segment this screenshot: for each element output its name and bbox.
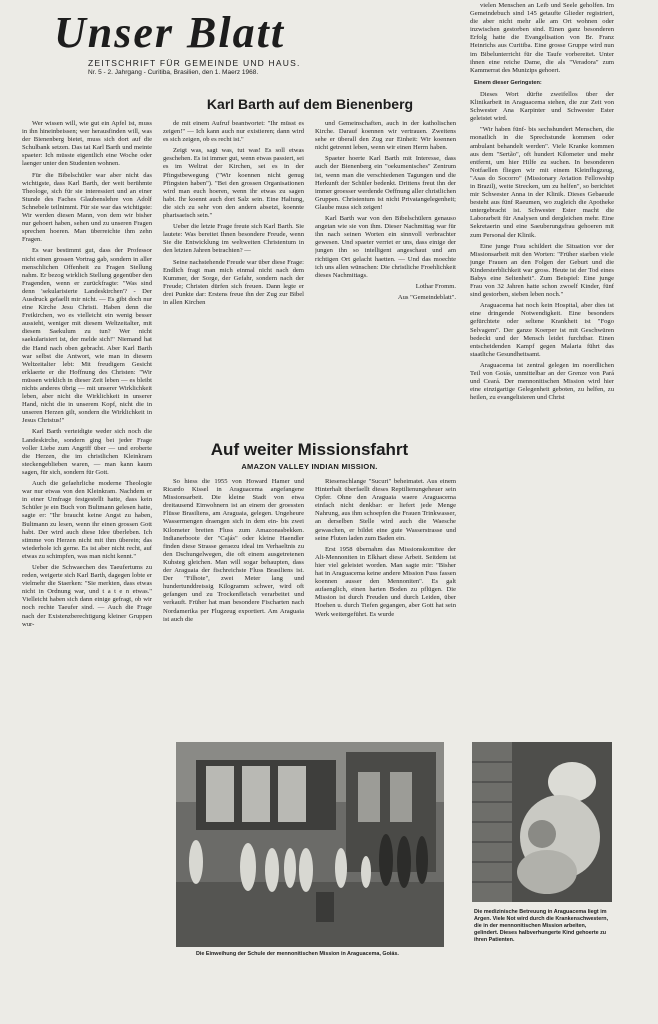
paragraph: Karl Barth verteidigte weder sich noch die Landeskirche, sondern ging bei jeder Frage voller Liebe zum Angriff über — und eroberte die Herzen, die im christlichen Kleinkram steckengeblieben waren, — man kann kaum sagen, für sich, sondern für Gott. [22, 428, 152, 476]
paragraph: Araguacema hat noch kein Hospital, aber dies ist eine dringende Notwendigkeit. Eine besonders gefürchtete oder seltene Krankheit ist "Fogo Selvagem". Der ganze Koerper ist mit Geschwüren bedeckt und der Mensch leidet furchtbar. Einen entscheidenden Kampf gegen Malaria führt das staatliche Gesundheitsamt. [470, 302, 614, 358]
paragraph: "Wir haben fünf- bis sechshundert Menschen, die monatlich in die Sprechstunde kommen oder ambulant behandelt werden". Viele Kranke kommen aus dem "Sertão", oft hundert Kilometer und mehr entfernt, um hier Hilfe zu suchen. In besonderen Notfaellen fliegen wir mit einem Kleinflugzeug, "Asas do Socorro" (Missionary Aviation Fellowship in Brazil), weite Strecken, um zu helfen", so berichtet mir Schwester Anna in der Klinik. Dieses Gebaeude besteht aus fünf Raeumen, wo zugleich die Apotheke untergebracht ist. Schwester Ester macht die Laborarbeit für Analysen und dergleichen mehr. Eine Sekretaerin und eine Saeuberungsfrau gehoeren mit zum Personal der Klinik. [470, 126, 614, 239]
issue-line: Nr. 5 - 2. Jahrgang - Curitiba, Brasilien, den 1. Maerz 1968. [88, 69, 259, 76]
right-column [470, 2, 614, 737]
paragraph: Karl Barth war von den Bibelschülern genauso angetan wie sie von ihm. Dieser Nachmittag war für ihn nach seinen Worten ein sinnvoll verbrachter gewesen. Und spaeter verriet er uns, dass einige der jungen ihn so intelligent angeschaut und am richtigen Ort gelacht haetten. — Und das moechte ich uns allen wünschen: Die christliche Froehlichkeit dieses Nachmittags. [315, 215, 456, 279]
paragraph: Seine nachstehende Freude war über diese Frage: Endlich fragt man mich einmal nicht nach dem Kummer, der Sorge, der Gefahr, sondern nach der Freude; Christen dürfen sich freuen. Dann legte er drei Punkte dar: Erstens freue ihn der Zug zur Bibel in allen Kirchen [163, 258, 304, 306]
paragraph: Dieses Wort dürfte zweifellos über der Klinikarbeit in Araguacema stehen, die zur Zeit von Schwester Ana Karpinter und Schwester Ester geleistet wird. [470, 90, 614, 123]
paragraph: Wer wissen will, wie gut ein Apfel ist, muss in ihn hineinbeissen; wer herausfinden will, was der Bienenberg bietet, muss sich dort auf die Schulbank setzen. Das tat Karl Barth und meinte spaeter: Ich müsste eigentlich eine Woche oder laenger unter den Studenten wohnen. [22, 120, 152, 168]
masthead-subtitle: ZEITSCHRIFT FÜR GEMEINDE UND HAUS. [88, 58, 301, 68]
article2-subheadline: AMAZON VALLEY INDIAN MISSION. [241, 462, 378, 471]
school-inauguration-photo [176, 742, 444, 947]
section-subhead: Einem dieser Geringsten: [474, 79, 542, 86]
school-photo-illustration [176, 742, 444, 947]
paragraph: Riesenschlange "Sucuri" beheimatet. Aus einem Hinterhalt überfaellt dieses Reptilienungeheuer sein Opfer. Ohne den Araguaia waere Araguacema einfach nicht denkbar: er liefert jede Menge Nahrung, aus ihm schoepfen die Frauen Trinkwasser, an derselben Stelle wird auch die Waesche gewaschen, er bildet eine gute Wasserstrasse und seine Fluten laden zum Baden ein. [315, 478, 456, 542]
paragraph: und Gemeinschaften, auch in der katholischen Kirche. Darauf koennen wir vertrauen. Zweitens sehe er überall den Zug zur Einheit: Wir koennen nicht getrennt leben, wenn wir einen Herrn haben. [315, 120, 456, 152]
masthead [54, 10, 414, 76]
article2-column-3 [315, 478, 456, 734]
paragraph: de mit einem Aufruf beantwortet: "Ihr müsst es zeigen!" — Ich kann auch nur existieren; dann wird es sich zeigen, ob es recht ist." [163, 120, 304, 144]
article1-column-1 [22, 120, 152, 980]
article1-source: Aus "Gemeindeblatt". [397, 293, 456, 301]
paragraph: So hiess die 1955 von Howard Hamer und Ricardo Kissel in Araguacema angefangene Missionsarbeit. Die kleine Stadt von etwa dreitausend Einwohnern ist an einem der groessten Flüsse Brasiliens, am Araguaia, gelegen. Ungeheure Wassermengen draengen sich in dem ein- bis zwei Kilometer breiten Fluss zum Amazonasbekken. Indianerboote der "Cajás" oder kleine Haendler finden diese Strasse geraezu ideal im Verhaeltnis zu den Dschungelwegen, die oft einem ausgetretenen Kuhsteg gleichen. Man will sogar behaupten, dass der Araguaia der fischreichste Fluss Brasiliens ist. Der "Filhote", zwei Meter lang und hundertunddreissig Kilogramm schwer, wird oft gefangen und zu Trockenfleisch verarbeitet und verkauft. Früher hat man besondere Fischarten nach Nordamerika per Flugzeug exportiert. Am Araguaia ist auch die [163, 478, 304, 623]
article1-column-2 [163, 120, 304, 422]
paragraph: Spaeter hoerte Karl Barth mit Interesse, dass auch der Bienenberg ein "oekumenisches" Zentrum ist, wenn man die verschiedenen Tagungen und die Herkunft der Schüler bedenkt. Drittens freut ihn der immer groesser werdende Oeffnung aller christlichen Gruppen. Christentum ist nicht Privatangelegenheit; Glaube muss sich zeigen! [315, 155, 456, 211]
paragraph: Auch die gefaehrliche moderne Theologie war nur etwas von den Kleinkram. Nachdem er in einer Umfrage festgestellt hatte, dass kein Schüler je ein Buch von Bultmann gelesen hatte, sagte er: "Ihr braucht keine Angst zu haben, Bultmann zu lesen, wenn ihr einen grossen Gott habt. Der wird auch diese Idee überleben. Ich stimme von Herzen nicht mit ihm überein; das wiederhole ich gerne. Es ist aber nicht recht, auf etwas zu schimpfen, was man nicht kennt." [22, 480, 152, 560]
paragraph: Zeigt was, sagt was, tut was! Es soll etwas geschehen. Es ist immer gut, wenn etwas passiert, sei es im Weltrat der Kirchen, sei es in der Pfingstbewegung ("Wir koennen nicht genug Pfingsten haben"). "Bei den grossen Organisationen wird man euch hoeren, wenn ihr etwas zu sagen habt. Ihr koennt auch dort Salz sein. Eine Haltung, die sich zu sehr von den andern absetzt, koennte pharisaeisch sein." [163, 147, 304, 220]
school-photo-caption: Die Einweihung der Schule der mennonitischen Mission in Araguacema, Goiás. [196, 951, 399, 957]
article2-column-2 [163, 478, 304, 734]
medical-care-photo [472, 742, 612, 902]
medical-photo-caption: Die medizinische Betreuung in Araguacema liegt im Argen. Viele Not wird durch die Krankenschwestern, die in der mennonitischen Mission arbeiten, gelindert. Dieses halbverhungerte Kind gehoerte zu ihren Patienten. [474, 909, 609, 943]
masthead-title: Unser Blatt [54, 8, 286, 57]
paragraph: Ueber die Schwaechen des Taeufertums zu reden, weigerte sich Karl Barth, dagegen lobte er vielmehr die Staerken: "Sie merkten, dass etwas nicht in Ordnung war, und t a t e n etwas." Vielleicht haben sich dann einige gefragt, ob wir noch rechte Taeufer sind. — Auch die Frage nach der Existenzberechtigung kleiner Gruppen wur- [22, 563, 152, 628]
paragraph: Erst 1958 übernahm das Missionskomitee der Alt-Mennoniten in Elkhart diese Arbeit. Seitdem ist hier viel geleistet worden. Man sagte mir: "Bisher hat in Araguacema keine andere Mission Fuss fassen koennen ausser den Mennoniten". Es galt aufaenglich, einen harten Boden zu pflügen. Die Mission ist durch Freuden und durch Leiden, über Hoehen u. durch Tiefen gegangen, aber Gott hat sein Werk weitergeführt. Es wurde [315, 545, 456, 618]
paragraph: Eine junge Frau schildert die Situation vor der Missionsarbeit mit den Worten: "Früher starben viele junge Frauen an den Folgen der Geburt und die Kindersterblichkeit war gross. Heute ist der Tod eines Babys eine Seltenheit". Zum Beispiel: Eine junge Frau von 32 Jahren hatte schon zwoelf Kinder, fünf sind gestorben, sieben leben noch." [470, 242, 614, 299]
article1-headline: Karl Barth auf dem Bienenberg [206, 96, 414, 112]
paragraph: vielen Menschen an Leib und Seele geholfen. Im Gemeindebuch sind 145 getaufte Glieder registriert, die aber nicht mehr alle am Ort wohnen oder inzwischen gestorben sind. Einen ganz besonderen Erfolg hatte die Evangelisation von Br. Franz Heinrichs aus Curitiba. Eine grosse Gruppe wird nun im Bibelunterricht für die Taufe vorbereitet. Unter ihnen eine reiche Dame, die als "Veradora" zum Kammerrat des Munizips gehoert. [470, 2, 614, 74]
article1-author: Lothar Fromm. [415, 282, 456, 290]
paragraph: Für die Bibelschüler war aber nicht das wichtigste, dass Karl Barth, der weit berühmte Theologe, sich für sie interessiert und an einer Stunde des Faches Glaubenslehre von Adolf Schnebele teilnimmt. Für sie war das wichtigste: Wir werden diesen Mann, von dem wir bisher nur gehoert haben, sehen und zu unseren Fragen sprechen hoeren. Man überreichte ihm zehn Fragen. [22, 171, 152, 244]
article2-headline: Auf weiter Missionsfahrt [210, 440, 409, 459]
paragraph: Es war bestimmt gut, dass der Professor nicht einen grossen Vortrag gab, sondern in aller menschlichen Offenheit zu Fragen Stellung nahm. Er bezog wirklich Stellung gegenüber den Fragenden, wenn er zurückfragte: "Was sind denn 'sekularisierte Landeskirchen'? - Der Ausdruck gefaellt mir nicht. — Es gibt doch nur eine Kirche Jesu Christi. Haben denn die Freikirchen, wo es vielleicht ein wenig besser aussieht, weniger mit diesem Weltzeitalter, mit diesem Saekulum zu tun? Wer nicht saekularisiert ist, der melde sich!" Niemand hat die Hand nach oben gebracht. Aber Karl Barth war selbst die Antwort, wie man in diesem Weltzeitalter lebt: Mit freudigem Gesicht erklaerte er die Hoffnung des Christen: "Wir müssen wirklich in dieser Zeit leben — es bleibt nichts anderes übrig — mit unserer Wirklichkeit leben, aber nicht die Wirklichkeit in unserer Hand, nicht die in unserem Kopf, nicht die in unseren Herzen gilt, sondern die Wirklichkeit in Jesus Christus!" [22, 247, 152, 425]
paragraph: Ueber die letzte Frage freute sich Karl Barth. Sie lautete: Was bereitet Ihnen besondere Freude, wenn Sie die Entwicklung im weltweiten Christentum in den letzten Jahren betrachten? — [163, 223, 304, 255]
medical-photo-illustration [472, 742, 612, 902]
article1-column-3 [315, 120, 456, 422]
paragraph: Araguacema ist zentral gelegen im noerdlichen Teil von Goiás, unmittelbar an der Grenze von Pará und Ceará. Der mennonitischen Mission wird hier eine einzigartige Gelegenheit geboten, zu helfen, zu heilen, zu evangelisieren und Christ [470, 361, 614, 402]
